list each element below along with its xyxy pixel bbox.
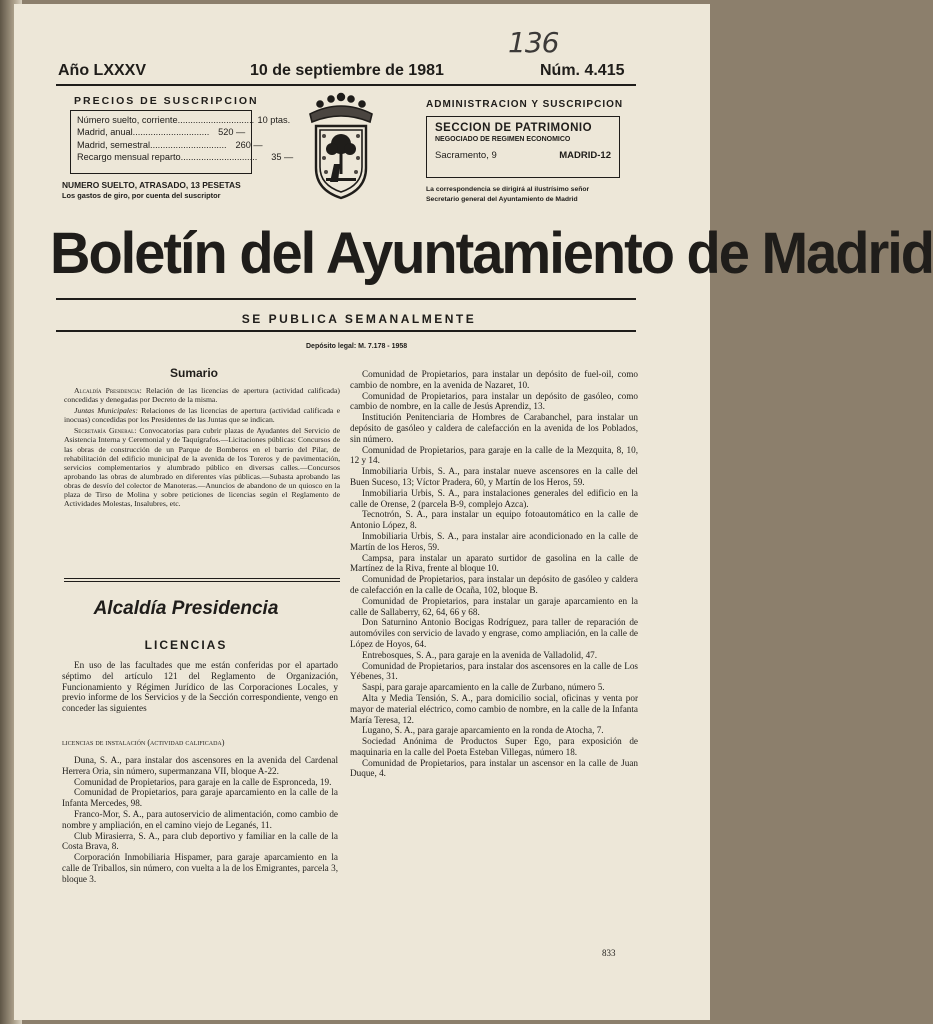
issue-year: Año LXXXV (58, 62, 147, 79)
licencias-subtitle: LICENCIAS (144, 638, 228, 652)
list-item: Campsa, para instalar un aparato surtidor de gasolina en la calle de Martínez de la Riva, frente al bloque 10. (350, 552, 638, 574)
list-item: Inmobiliaria Urbis, S. A., para instalaciones generales del edificio en la calle de Orense, 2 (parcela B-9, complejo Azca). (350, 487, 638, 509)
licencias-section-heading: licencias de instalación (actividad calificada) (62, 738, 225, 747)
summary-rule-1 (64, 578, 340, 579)
summary-rule-2 (64, 581, 340, 582)
list-item: Don Saturnino Antonio Bocigas Rodríguez, para taller de reparación de automóviles con servicio de lavado y engrase, como ampliación, en la calle de López de Hoyos, 64. (350, 617, 638, 649)
subscription-note-2: Los gastos de giro, por cuenta del suscriptor (62, 191, 221, 200)
issue-date: 10 de septiembre de 1981 (250, 62, 444, 79)
list-item: Comunidad de Propietarios, para garaje aparcamiento en la calle de la Infanta Mercedes, 98. (62, 787, 338, 809)
list-item: Comunidad de Propietarios, para instalar dos ascensores en la calle de Los Yébenes, 31. (350, 660, 638, 682)
summary-item: Alcaldía Presidencia: Relación de las licencias de apertura (actividad calificada) concedidas y denegadas por Decreto de la misma. (64, 386, 340, 405)
legal-deposit: Depósito legal: M. 7.178 - 1958 (306, 343, 408, 350)
licencias-list-right (350, 369, 638, 779)
administration-title: ADMINISTRACION Y SUSCRIPCION (426, 99, 624, 110)
subscription-title: PRECIOS DE SUSCRIPCION (74, 95, 259, 107)
list-item: Duna, S. A., para instalar dos ascensores en la avenida del Cardenal Herrera Oria, sin número, supermanzana VII, bloque A-22. (62, 755, 338, 776)
list-item: Comunidad de Propietarios, para instalar un depósito de gasóleo y caldera de calefacción en la calle de Ocaña, 102, bloque B. (350, 574, 638, 595)
list-item: Comunidad de Propietarios, para instalar un depósito de fuel-oil, como cambio de nombre, en la avenida de Nazaret, 10. (350, 369, 638, 390)
alcaldia-title: Alcaldía Presidencia (93, 598, 279, 619)
list-item: Comunidad de Propietarios, para instalar un depósito de gasóleo, como cambio de nombre, en la calle de Jesús Aprendiz, 13. (350, 390, 638, 412)
list-item: Comunidad de Propietarios, para instalar un ascensor en la calle de Juan Duque, 4. (350, 757, 638, 779)
list-item: Saspi, para garaje aparcamiento en la calle de Zurbano, número 5. (362, 682, 605, 693)
list-item: Tecnotrón, S. A., para instalar un equipo fotoautomático en la calle de Antonio López, 8. (350, 509, 638, 531)
masthead-title: Boletín del Ayuntamiento de Madrid (50, 219, 933, 286)
administration-section: SECCION DE PATRIMONIO (435, 122, 593, 134)
list-item: Inmobiliaria Urbis, S. A., para instalar nueve ascensores en la calle del Buen Suceso, 13; Víctor Pradera, 60, y Martín de los Heros, 59. (350, 466, 638, 487)
licencias-list-left (62, 755, 338, 885)
list-item: Sociedad Anónima de Productos Super Ego, para exposición de maquinaria en la calle del Poeta Esteban Villegas, número 18. (350, 736, 638, 757)
summary-item: Juntas Municipales: Relaciones de las licencias de apertura (actividad calificada e inocuas) concedidas por los Presidentes de las Juntas que se indican. (64, 406, 340, 425)
madrid-coat-of-arms-icon (300, 92, 382, 204)
list-item: Entrebosques, S. A., para garaje en la avenida de Valladolid, 47. (362, 649, 598, 660)
summary-title: Sumario (170, 366, 219, 380)
administration-note-1: La correspondencia se dirigirá al ilustrísimo señor (426, 186, 590, 193)
list-item: Institución Penitenciaria de Hombres de Carabanchel, para instalar un depósito de gasóleo y caldera de calefacción en la avenida de los Poblados, sin número. (350, 412, 638, 444)
list-item: Comunidad de Propietarios, para garaje en la calle de Espronceda, 19. (74, 776, 332, 787)
price-row: Madrid, semestral .............................. 260 — (77, 139, 263, 150)
list-item: Comunidad de Propietarios, para garaje en la calle de la Mezquita, 8, 10, 12 y 14. (350, 444, 638, 466)
price-row: Madrid, anual .............................. 520 — (77, 127, 246, 138)
alcaldia-intro: En uso de las facultades que me están conferidas por el apartado séptimo del artículo 121 del Reglamento de Organización, Funcionamiento y Régimen Jurídico de las Corporaciones Locales, y previo informe de los Servicios y de la Sección correspondiente, vengo en conceder las siguientes (62, 660, 338, 714)
list-item: Alta y Media Tensión, S. A., para domicilio social, oficinas y venta por mayor de material eléctrico, como cambio de nombre, en la calle de la Infanta María Teresa, 12. (350, 692, 638, 725)
masthead-rule-bottom (56, 330, 636, 332)
summary-item: Secretaría General: Convocatorias para cubrir plazas de Ayudantes del Servicio de Asistencia Interna y Ceremonial y de Taquígrafos.—Licitaciones públicas: Concursos de las obras de construcción de un Parque de Bomberos en el barrio del Pilar, de rehabilitación del edificio municipal de la avenida de los Toreros y de pavimentación, servicios complementarios y alumbrado público en diversas calles.—Concursos aprobando las obras de alumbrado en diferentes vías públicas.—Subasta aprobando las obras de desvío del colector de Manoteras.—Anuncios de abandono de un quiosco en la plaza de Tirso de Molina y sobre peticiones de licencias según el Reglamento de Actividades Molestas, Insalubres, etc. (64, 426, 341, 509)
masthead-rule-top (56, 298, 636, 300)
list-item: Corporación Inmobiliaria Hispamer, para garaje aparcamiento en la calle de Triballos, sin número, con vuelta a la de los Emigrantes, parcela 3, bloque 3. (62, 852, 338, 884)
list-item: Club Mirasierra, S. A., para club deportivo y familiar en la calle de la Costa Brava, 8. (62, 830, 338, 852)
administration-negociado: NEGOCIADO DE REGIMEN ECONOMICO (435, 136, 571, 143)
price-row: Recargo mensual reparto .............................. 35 — (77, 152, 294, 163)
summary-list (64, 386, 340, 510)
subscription-price-box (70, 110, 294, 174)
handwritten-number: 136 (508, 26, 559, 59)
header-rule (56, 84, 636, 86)
list-item: Lugano, S. A., para garaje aparcamiento en la ronda de Atocha, 7. (362, 725, 604, 736)
subscription-note-1: NUMERO SUELTO, ATRASADO, 13 PESETAS (62, 180, 241, 190)
administration-city: MADRID-12 (559, 150, 611, 161)
administration-note-2: Secretario general del Ayuntamiento de Madrid (426, 196, 578, 203)
administration-street: Sacramento, 9 (435, 150, 497, 161)
price-row: Número suelto, corriente .............................. 10 ptas. (77, 115, 291, 125)
administration-box (426, 116, 620, 178)
issue-number: Núm. 4.415 (540, 62, 625, 79)
masthead-subtitle: SE PUBLICA SEMANALMENTE (241, 312, 477, 326)
list-item: Comunidad de Propietarios, para instalar un garaje aparcamiento en la calle de Sallaberry, 62, 64, 66 y 68. (350, 595, 638, 617)
page-number: 833 (602, 948, 616, 958)
list-item: Inmobiliaria Urbis, S. A., para instalar aire acondicionado en la calle de Martín de los Heros, 59. (350, 530, 638, 552)
list-item: Franco-Mor, S. A., para autoservicio de alimentación, como cambio de nombre y ampliación, en el camino viejo de Leganés, 11. (62, 808, 338, 830)
